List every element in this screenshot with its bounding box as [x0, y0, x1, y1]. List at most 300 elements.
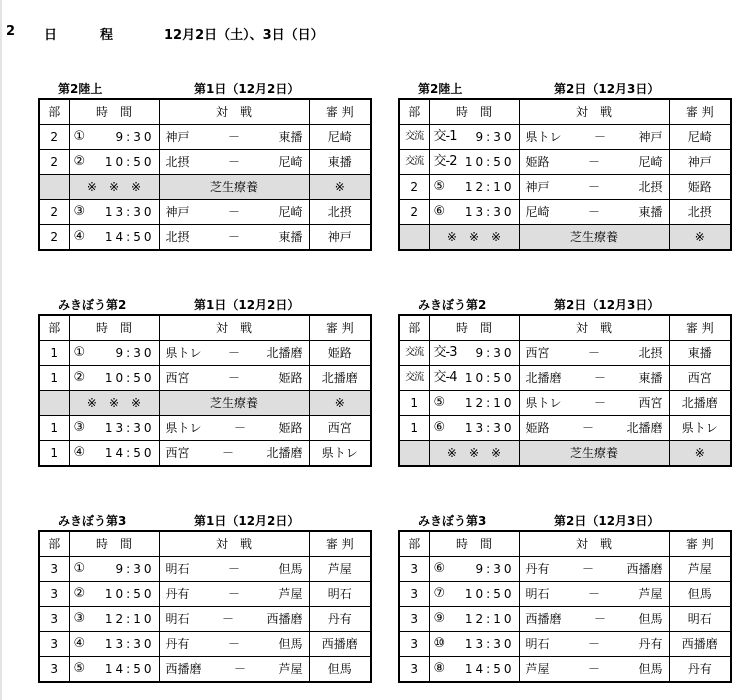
header-row	[399, 315, 731, 341]
schedule-table	[38, 314, 372, 467]
away-team: 西播磨	[626, 562, 663, 576]
day-label: 第2日（12月3日）	[554, 514, 660, 528]
kickoff-time: 9:30	[475, 130, 515, 144]
versus-dash: －	[233, 662, 246, 676]
match-number: ①	[73, 129, 86, 144]
time-wrap	[70, 582, 159, 606]
venue-name: みきぼう第3	[58, 514, 127, 528]
match-wrap	[160, 150, 309, 174]
home-team: 西宮	[525, 346, 550, 360]
table-row	[399, 657, 731, 683]
match-wrap	[520, 366, 669, 390]
division-cell: 2	[39, 125, 69, 150]
venue-name: 第2陸上	[418, 82, 463, 96]
match-wrap	[520, 200, 669, 224]
home-team: 神戸	[165, 130, 190, 144]
match-number: ⑤	[73, 661, 86, 676]
table-row	[39, 441, 371, 467]
table-row	[399, 341, 731, 366]
kickoff-time: 12:10	[104, 612, 155, 626]
time-wrap	[430, 607, 519, 631]
match-wrap	[520, 175, 669, 199]
referee-cell: 尼崎	[669, 125, 731, 150]
match-wrap	[160, 607, 309, 631]
time-cell	[69, 200, 159, 225]
referee-cell: 北播磨	[309, 366, 371, 391]
match-number: ⑦	[433, 586, 446, 601]
home-team: 芦屋	[525, 662, 550, 676]
away-team: 北摂	[638, 346, 663, 360]
referee-cell: 丹有	[309, 607, 371, 632]
division-cell: 交流	[399, 125, 429, 150]
match-number: ③	[73, 611, 86, 626]
kickoff-time: 10:50	[104, 371, 155, 385]
match-number: ⑨	[433, 611, 446, 626]
table-row	[39, 557, 371, 582]
versus-dash: －	[227, 155, 240, 169]
match-number: ②	[73, 154, 86, 169]
match-number: ⑧	[433, 661, 446, 676]
match-number: ②	[73, 370, 86, 385]
division-cell: 3	[399, 607, 429, 632]
division-cell: 3	[39, 557, 69, 582]
match-number: ④	[73, 229, 86, 244]
day-label: 第1日（12月2日）	[194, 298, 300, 312]
match-cell	[519, 657, 669, 683]
table-row	[399, 582, 731, 607]
versus-dash: －	[227, 637, 240, 651]
time-wrap	[430, 657, 519, 681]
time-wrap	[70, 607, 159, 631]
referee-cell: 神戸	[669, 150, 731, 175]
division-cell: 3	[399, 632, 429, 657]
table-row	[39, 125, 371, 150]
match-cell	[519, 416, 669, 441]
kickoff-time: 12:10	[464, 612, 515, 626]
match-wrap	[160, 557, 309, 581]
away-team: 但馬	[278, 562, 303, 576]
venue-name: みきぼう第2	[418, 298, 487, 312]
away-team: 西宮	[638, 396, 663, 410]
versus-dash: －	[581, 421, 594, 435]
time-wrap	[430, 175, 519, 199]
match-wrap	[520, 416, 669, 440]
referee-cell: ※	[669, 441, 731, 467]
time-wrap	[430, 200, 519, 224]
header-match: 対 戦	[519, 315, 669, 341]
header-division: 部	[39, 531, 69, 557]
match-number: ⑩	[433, 636, 446, 651]
match-cell	[159, 557, 309, 582]
versus-dash: －	[227, 587, 240, 601]
header-match: 対 戦	[159, 315, 309, 341]
header-time: 時 間	[429, 531, 519, 557]
match-cell	[159, 657, 309, 683]
time-cell	[429, 175, 519, 200]
time-cell	[69, 366, 159, 391]
match-wrap	[160, 632, 309, 656]
match-cell	[519, 366, 669, 391]
referee-cell: 姫路	[309, 341, 371, 366]
home-team: 尼崎	[525, 205, 550, 219]
match-wrap	[160, 416, 309, 440]
time-cell	[429, 632, 519, 657]
table-row	[399, 125, 731, 150]
time-wrap	[430, 632, 519, 656]
match-cell	[519, 125, 669, 150]
referee-cell: 西播磨	[669, 632, 731, 657]
header-time: 時 間	[429, 315, 519, 341]
schedule-block	[398, 296, 732, 467]
versus-dash: －	[593, 371, 606, 385]
schedule-table	[398, 530, 732, 683]
table-row	[39, 607, 371, 632]
header-time: 時 間	[69, 531, 159, 557]
block-caption	[398, 296, 732, 312]
time-cell	[429, 125, 519, 150]
day-label: 第2日（12月3日）	[554, 298, 660, 312]
match-number: ⑥	[433, 204, 446, 219]
versus-dash: －	[587, 205, 600, 219]
rest-marks: ※ ※ ※	[429, 441, 519, 467]
referee-cell: 芦屋	[669, 557, 731, 582]
time-cell	[69, 557, 159, 582]
kickoff-time: 10:50	[464, 371, 515, 385]
table-row	[399, 200, 731, 225]
away-team: 姫路	[278, 421, 303, 435]
versus-dash: －	[593, 396, 606, 410]
match-number: ⑤	[433, 395, 446, 410]
home-team: 県トレ	[525, 396, 562, 410]
time-wrap	[70, 416, 159, 440]
table-row	[399, 150, 731, 175]
time-wrap	[430, 557, 519, 581]
schedule-block	[38, 296, 372, 467]
schedule-table	[38, 98, 372, 251]
header-row	[39, 99, 371, 125]
schedule-table	[398, 98, 732, 251]
header-match: 対 戦	[519, 99, 669, 125]
match-wrap	[160, 366, 309, 390]
division-cell: 3	[39, 582, 69, 607]
table-row	[399, 391, 731, 416]
rest-row	[399, 225, 731, 251]
time-wrap	[430, 341, 519, 365]
header-row	[39, 531, 371, 557]
table-row	[399, 416, 731, 441]
referee-cell: 但馬	[309, 657, 371, 683]
away-team: 東播	[278, 230, 303, 244]
table-row	[39, 200, 371, 225]
time-wrap	[70, 200, 159, 224]
match-cell	[519, 200, 669, 225]
match-number: 交-1	[433, 129, 457, 144]
header-referee: 審 判	[669, 99, 731, 125]
match-wrap	[160, 341, 309, 365]
division-cell-empty	[399, 441, 429, 467]
home-team: 明石	[525, 637, 550, 651]
versus-dash: －	[581, 562, 594, 576]
match-number: ③	[73, 204, 86, 219]
schedule-block	[38, 512, 372, 683]
match-wrap	[160, 441, 309, 465]
match-cell	[519, 607, 669, 632]
time-wrap	[70, 657, 159, 681]
referee-cell: 北摂	[309, 200, 371, 225]
table-row	[39, 366, 371, 391]
header-time: 時 間	[69, 315, 159, 341]
block-caption	[38, 80, 372, 96]
kickoff-time: 10:50	[104, 587, 155, 601]
away-team: 尼崎	[638, 155, 663, 169]
home-team: 明石	[165, 612, 190, 626]
division-cell: 1	[39, 416, 69, 441]
time-cell	[69, 582, 159, 607]
time-wrap	[430, 125, 519, 149]
heading-label-1: 日	[44, 28, 58, 43]
header-row	[399, 99, 731, 125]
away-team: 北播磨	[266, 446, 303, 460]
match-cell	[519, 391, 669, 416]
versus-dash: －	[587, 180, 600, 194]
match-cell	[519, 632, 669, 657]
match-wrap	[520, 341, 669, 365]
kickoff-time: 14:50	[464, 662, 515, 676]
match-wrap	[520, 391, 669, 415]
kickoff-time: 13:30	[104, 205, 155, 219]
home-team: 西播磨	[525, 612, 562, 626]
versus-dash: －	[587, 587, 600, 601]
header-referee: 審 判	[669, 315, 731, 341]
rest-row	[39, 175, 371, 200]
away-team: 西播磨	[266, 612, 303, 626]
kickoff-time: 12:10	[464, 180, 515, 194]
header-division: 部	[399, 315, 429, 341]
match-cell	[519, 582, 669, 607]
rest-label: 芝生療養	[159, 175, 309, 200]
division-cell: 3	[399, 582, 429, 607]
header-row	[399, 531, 731, 557]
match-wrap	[160, 200, 309, 224]
home-team: 丹有	[165, 587, 190, 601]
kickoff-time: 14:50	[104, 230, 155, 244]
referee-cell: 西宮	[669, 366, 731, 391]
schedule-block	[38, 80, 372, 251]
away-team: 北摂	[638, 180, 663, 194]
table-row	[39, 225, 371, 251]
header-time: 時 間	[429, 99, 519, 125]
referee-cell: ※	[669, 225, 731, 251]
division-cell: 3	[399, 557, 429, 582]
match-wrap	[520, 632, 669, 656]
away-team: 東播	[638, 205, 663, 219]
heading-number: 2	[6, 24, 16, 39]
time-cell	[429, 341, 519, 366]
schedule-table	[38, 530, 372, 683]
time-cell	[429, 366, 519, 391]
rest-row	[399, 441, 731, 467]
match-cell	[159, 200, 309, 225]
referee-cell: 北播磨	[669, 391, 731, 416]
rest-label: 芝生療養	[159, 391, 309, 416]
division-cell: 1	[39, 366, 69, 391]
home-team: 丹有	[525, 562, 550, 576]
away-team: 神戸	[638, 130, 663, 144]
referee-cell: ※	[309, 391, 371, 416]
header-match: 対 戦	[159, 99, 309, 125]
referee-cell: 県トレ	[309, 441, 371, 467]
time-cell	[429, 557, 519, 582]
home-team: 神戸	[525, 180, 550, 194]
division-cell-empty	[39, 391, 69, 416]
time-cell	[69, 341, 159, 366]
kickoff-time: 9:30	[115, 562, 155, 576]
match-cell	[159, 366, 309, 391]
time-wrap	[430, 366, 519, 390]
division-cell: 3	[39, 607, 69, 632]
table-row	[399, 175, 731, 200]
away-team: 東播	[638, 371, 663, 385]
division-cell: 1	[399, 391, 429, 416]
time-wrap	[70, 150, 159, 174]
home-team: 西宮	[165, 371, 190, 385]
away-team: 尼崎	[278, 205, 303, 219]
time-cell	[429, 657, 519, 683]
match-cell	[159, 225, 309, 251]
rest-label: 芝生療養	[519, 441, 669, 467]
time-wrap	[70, 125, 159, 149]
away-team: 芦屋	[638, 587, 663, 601]
time-cell	[69, 441, 159, 467]
time-cell	[429, 582, 519, 607]
home-team: 県トレ	[165, 346, 202, 360]
header-time: 時 間	[69, 99, 159, 125]
referee-cell: 北摂	[669, 200, 731, 225]
header-match: 対 戦	[159, 531, 309, 557]
match-cell	[159, 632, 309, 657]
division-cell: 3	[399, 657, 429, 683]
division-cell: 2	[39, 150, 69, 175]
referee-cell: 明石	[669, 607, 731, 632]
rest-row	[39, 391, 371, 416]
header-division: 部	[39, 315, 69, 341]
kickoff-time: 10:50	[464, 587, 515, 601]
left-margin-mark	[0, 0, 2, 700]
match-number: 交-3	[433, 345, 457, 360]
match-wrap	[520, 657, 669, 681]
versus-dash: －	[227, 205, 240, 219]
match-wrap	[160, 225, 309, 249]
away-team: 北播磨	[626, 421, 663, 435]
versus-dash: －	[587, 637, 600, 651]
time-cell	[69, 125, 159, 150]
referee-cell: ※	[309, 175, 371, 200]
match-wrap	[520, 150, 669, 174]
time-wrap	[430, 416, 519, 440]
home-team: 北播磨	[525, 371, 562, 385]
match-number: ⑥	[433, 420, 446, 435]
table-row	[39, 150, 371, 175]
match-cell	[159, 125, 309, 150]
day-label: 第2日（12月3日）	[554, 82, 660, 96]
referee-cell: 明石	[309, 582, 371, 607]
kickoff-time: 13:30	[104, 421, 155, 435]
match-cell	[159, 607, 309, 632]
division-cell: 交流	[399, 366, 429, 391]
match-cell	[159, 341, 309, 366]
table-row	[399, 632, 731, 657]
schedule-block	[398, 80, 732, 251]
match-cell	[519, 175, 669, 200]
time-cell	[429, 200, 519, 225]
venue-name: 第2陸上	[58, 82, 103, 96]
kickoff-time: 13:30	[104, 637, 155, 651]
rest-marks: ※ ※ ※	[69, 391, 159, 416]
versus-dash: －	[233, 421, 246, 435]
away-team: 尼崎	[278, 155, 303, 169]
versus-dash: －	[593, 130, 606, 144]
time-cell	[69, 632, 159, 657]
away-team: 但馬	[638, 612, 663, 626]
referee-cell: 東播	[669, 341, 731, 366]
rest-marks: ※ ※ ※	[429, 225, 519, 251]
away-team: 北播磨	[266, 346, 303, 360]
block-caption	[38, 296, 372, 312]
division-cell: 交流	[399, 341, 429, 366]
match-cell	[159, 150, 309, 175]
table-row	[39, 632, 371, 657]
referee-cell: 東播	[309, 150, 371, 175]
division-cell: 2	[39, 225, 69, 251]
division-cell: 3	[39, 632, 69, 657]
home-team: 姫路	[525, 421, 550, 435]
match-number: ④	[73, 636, 86, 651]
time-cell	[69, 657, 159, 683]
kickoff-time: 14:50	[104, 662, 155, 676]
match-cell	[159, 441, 309, 467]
versus-dash: －	[227, 562, 240, 576]
header-match: 対 戦	[519, 531, 669, 557]
time-cell	[429, 416, 519, 441]
away-team: 東播	[278, 130, 303, 144]
time-wrap	[430, 150, 519, 174]
referee-cell: 県トレ	[669, 416, 731, 441]
versus-dash: －	[593, 612, 606, 626]
home-team: 西宮	[165, 446, 190, 460]
division-cell: 2	[399, 200, 429, 225]
block-caption	[38, 512, 372, 528]
kickoff-time: 13:30	[464, 205, 515, 219]
table-row	[39, 582, 371, 607]
block-caption	[398, 512, 732, 528]
time-cell	[69, 150, 159, 175]
referee-cell: 芦屋	[309, 557, 371, 582]
header-division: 部	[399, 99, 429, 125]
division-cell: 1	[39, 341, 69, 366]
time-wrap	[430, 391, 519, 415]
table-row	[399, 607, 731, 632]
time-wrap	[70, 341, 159, 365]
match-number: ⑥	[433, 561, 446, 576]
match-number: ①	[73, 561, 86, 576]
match-number: ①	[73, 345, 86, 360]
schedule-block	[398, 512, 732, 683]
home-team: 県トレ	[165, 421, 202, 435]
home-team: 丹有	[165, 637, 190, 651]
time-cell	[69, 607, 159, 632]
header-referee: 審 判	[669, 531, 731, 557]
match-cell	[519, 557, 669, 582]
